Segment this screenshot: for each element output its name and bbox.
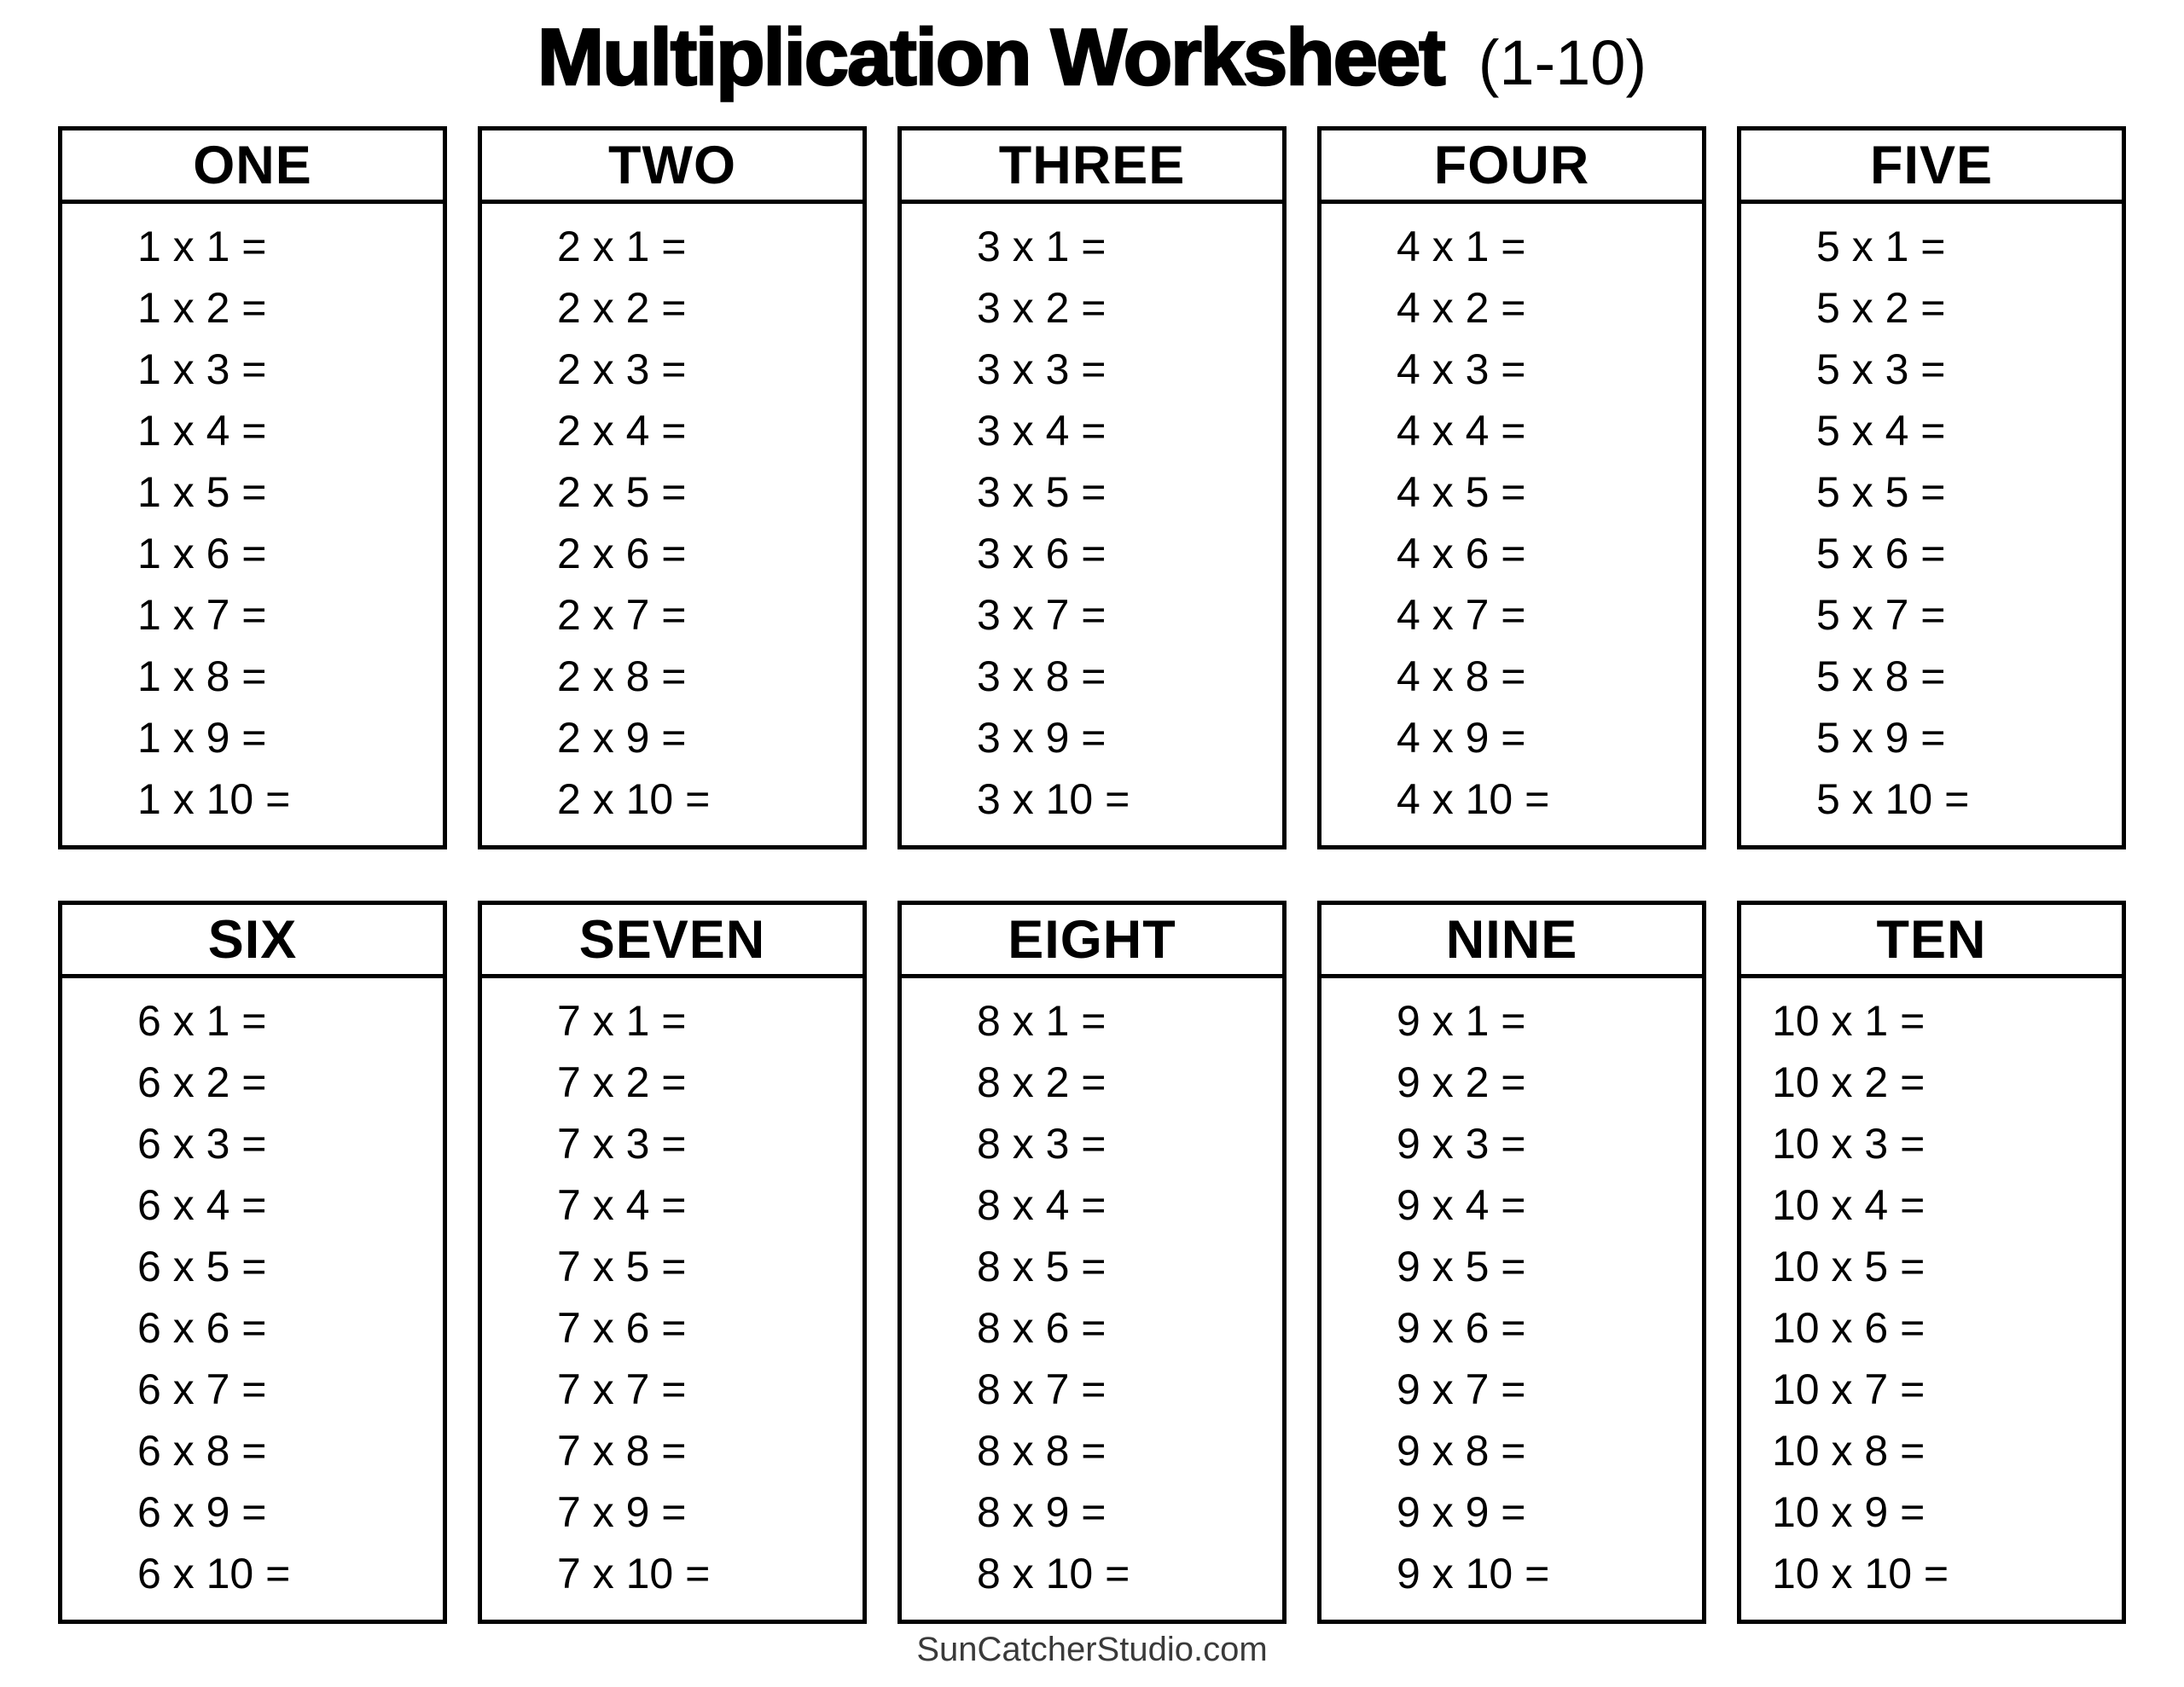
equation-line: 9 x 10 = — [1397, 1550, 1550, 1597]
equation-line: 4 x 10 = — [1397, 775, 1550, 823]
equation-line: 9 x 4 = — [1397, 1181, 1526, 1229]
equation-list-two — [482, 204, 863, 841]
equation-line: 8 x 4 = — [977, 1181, 1107, 1229]
equation-line: 5 x 5 = — [1816, 468, 1946, 516]
times-table-card-seven — [478, 901, 867, 1624]
card-title-one: ONE — [62, 130, 443, 204]
equation-line: 5 x 10 = — [1816, 775, 1970, 823]
equation-line: 10 x 6 = — [1772, 1304, 1926, 1352]
page-title-text: Multiplication Worksheet — [537, 12, 1444, 101]
equation-line: 9 x 6 = — [1397, 1304, 1526, 1352]
times-table-card-eight — [897, 901, 1287, 1624]
equation-line: 10 x 8 = — [1772, 1427, 1926, 1475]
equation-list-ten — [1741, 978, 2122, 1615]
equation-line: 7 x 6 = — [557, 1304, 687, 1352]
equation-line: 4 x 2 = — [1397, 284, 1526, 332]
equation-line: 7 x 3 = — [557, 1120, 687, 1168]
equation-line: 7 x 10 = — [557, 1550, 711, 1597]
equation-line: 1 x 10 = — [137, 775, 291, 823]
times-table-card-one — [58, 126, 447, 849]
equation-line: 4 x 7 = — [1397, 591, 1526, 639]
equation-line: 3 x 4 = — [977, 407, 1107, 455]
card-title-five: FIVE — [1741, 130, 2122, 204]
footer-credit: SunCatcherStudio.com — [916, 1631, 1268, 1668]
equation-line: 2 x 2 = — [557, 284, 687, 332]
equation-line: 6 x 7 = — [137, 1365, 267, 1413]
equation-line: 10 x 4 = — [1772, 1181, 1926, 1229]
equation-line: 9 x 8 = — [1397, 1427, 1526, 1475]
equation-line: 4 x 6 = — [1397, 530, 1526, 577]
equation-line: 1 x 5 = — [137, 468, 267, 516]
equation-line: 10 x 7 = — [1772, 1365, 1926, 1413]
equation-line: 1 x 7 = — [137, 591, 267, 639]
page-title — [0, 0, 2184, 101]
equation-list-eight — [902, 978, 1282, 1615]
times-table-card-two — [478, 126, 867, 849]
times-table-card-five — [1737, 126, 2126, 849]
equation-line: 9 x 5 = — [1397, 1243, 1526, 1290]
equation-line: 4 x 1 = — [1397, 223, 1526, 270]
equation-list-six — [62, 978, 443, 1615]
equation-line: 1 x 9 = — [137, 714, 267, 762]
equation-line: 8 x 10 = — [977, 1550, 1130, 1597]
equation-line: 6 x 1 = — [137, 997, 267, 1045]
equation-line: 2 x 9 = — [557, 714, 687, 762]
equation-line: 2 x 4 = — [557, 407, 687, 455]
equation-line: 2 x 3 = — [557, 345, 687, 393]
equation-line: 6 x 3 = — [137, 1120, 267, 1168]
equation-line: 3 x 9 = — [977, 714, 1107, 762]
equation-line: 2 x 10 = — [557, 775, 711, 823]
card-title-seven: SEVEN — [482, 905, 863, 978]
equation-line: 4 x 4 = — [1397, 407, 1526, 455]
equation-line: 7 x 2 = — [557, 1058, 687, 1106]
equation-line: 4 x 8 = — [1397, 652, 1526, 700]
equation-line: 10 x 2 = — [1772, 1058, 1926, 1106]
equation-line: 10 x 5 = — [1772, 1243, 1926, 1290]
equation-line: 2 x 7 = — [557, 591, 687, 639]
card-title-eight: EIGHT — [902, 905, 1282, 978]
card-title-nine: NINE — [1321, 905, 1702, 978]
equation-line: 1 x 1 = — [137, 223, 267, 270]
equation-line: 8 x 9 = — [977, 1488, 1107, 1536]
card-title-two: TWO — [482, 130, 863, 204]
equation-line: 3 x 8 = — [977, 652, 1107, 700]
equation-line: 5 x 2 = — [1816, 284, 1946, 332]
equation-line: 8 x 1 = — [977, 997, 1107, 1045]
equation-list-four — [1321, 204, 1702, 841]
equation-line: 2 x 8 = — [557, 652, 687, 700]
equation-line: 5 x 7 = — [1816, 591, 1946, 639]
equation-line: 1 x 3 = — [137, 345, 267, 393]
equation-line: 10 x 9 = — [1772, 1488, 1926, 1536]
equation-list-three — [902, 204, 1282, 841]
equation-line: 3 x 10 = — [977, 775, 1130, 823]
times-table-card-nine — [1317, 901, 1706, 1624]
equation-line: 1 x 8 = — [137, 652, 267, 700]
equation-line: 5 x 4 = — [1816, 407, 1946, 455]
equation-line: 2 x 1 = — [557, 223, 687, 270]
equation-list-nine — [1321, 978, 1702, 1615]
equation-line: 6 x 4 = — [137, 1181, 267, 1229]
card-title-ten: TEN — [1741, 905, 2122, 978]
equation-line: 7 x 4 = — [557, 1181, 687, 1229]
worksheet-grid — [58, 126, 2126, 1624]
equation-line: 1 x 6 = — [137, 530, 267, 577]
equation-line: 3 x 5 = — [977, 468, 1107, 516]
card-title-six: SIX — [62, 905, 443, 978]
equation-line: 8 x 2 = — [977, 1058, 1107, 1106]
equation-line: 2 x 5 = — [557, 468, 687, 516]
equation-line: 3 x 6 = — [977, 530, 1107, 577]
equation-line: 6 x 2 = — [137, 1058, 267, 1106]
equation-line: 5 x 1 = — [1816, 223, 1946, 270]
equation-line: 4 x 3 = — [1397, 345, 1526, 393]
equation-list-one — [62, 204, 443, 841]
equation-line: 8 x 6 = — [977, 1304, 1107, 1352]
equation-line: 9 x 1 = — [1397, 997, 1526, 1045]
equation-line: 10 x 3 = — [1772, 1120, 1926, 1168]
equation-list-five — [1741, 204, 2122, 841]
equation-line: 8 x 8 = — [977, 1427, 1107, 1475]
equation-list-seven — [482, 978, 863, 1615]
times-table-card-six — [58, 901, 447, 1624]
equation-line: 3 x 1 = — [977, 223, 1107, 270]
equation-line: 7 x 8 = — [557, 1427, 687, 1475]
equation-line: 8 x 7 = — [977, 1365, 1107, 1413]
times-table-card-ten — [1737, 901, 2126, 1624]
equation-line: 5 x 3 = — [1816, 345, 1946, 393]
page-title-range: (1-10) — [1478, 27, 1647, 98]
card-title-four: FOUR — [1321, 130, 1702, 204]
equation-line: 3 x 7 = — [977, 591, 1107, 639]
equation-line: 9 x 9 = — [1397, 1488, 1526, 1536]
equation-line: 7 x 1 = — [557, 997, 687, 1045]
equation-line: 6 x 8 = — [137, 1427, 267, 1475]
equation-line: 9 x 2 = — [1397, 1058, 1526, 1106]
equation-line: 10 x 1 = — [1772, 997, 1926, 1045]
equation-line: 10 x 10 = — [1772, 1550, 1949, 1597]
equation-line: 3 x 3 = — [977, 345, 1107, 393]
equation-line: 7 x 5 = — [557, 1243, 687, 1290]
equation-line: 5 x 8 = — [1816, 652, 1946, 700]
equation-line: 3 x 2 = — [977, 284, 1107, 332]
card-title-three: THREE — [902, 130, 1282, 204]
equation-line: 9 x 7 = — [1397, 1365, 1526, 1413]
equation-line: 9 x 3 = — [1397, 1120, 1526, 1168]
equation-line: 6 x 10 = — [137, 1550, 291, 1597]
equation-line: 6 x 9 = — [137, 1488, 267, 1536]
equation-line: 1 x 4 = — [137, 407, 267, 455]
equation-line: 4 x 5 = — [1397, 468, 1526, 516]
equation-line: 7 x 9 = — [557, 1488, 687, 1536]
equation-line: 6 x 6 = — [137, 1304, 267, 1352]
equation-line: 1 x 2 = — [137, 284, 267, 332]
equation-line: 5 x 9 = — [1816, 714, 1946, 762]
equation-line: 4 x 9 = — [1397, 714, 1526, 762]
equation-line: 8 x 3 = — [977, 1120, 1107, 1168]
times-table-card-four — [1317, 126, 1706, 849]
equation-line: 8 x 5 = — [977, 1243, 1107, 1290]
equation-line: 7 x 7 = — [557, 1365, 687, 1413]
times-table-card-three — [897, 126, 1287, 849]
equation-line: 2 x 6 = — [557, 530, 687, 577]
equation-line: 5 x 6 = — [1816, 530, 1946, 577]
equation-line: 6 x 5 = — [137, 1243, 267, 1290]
